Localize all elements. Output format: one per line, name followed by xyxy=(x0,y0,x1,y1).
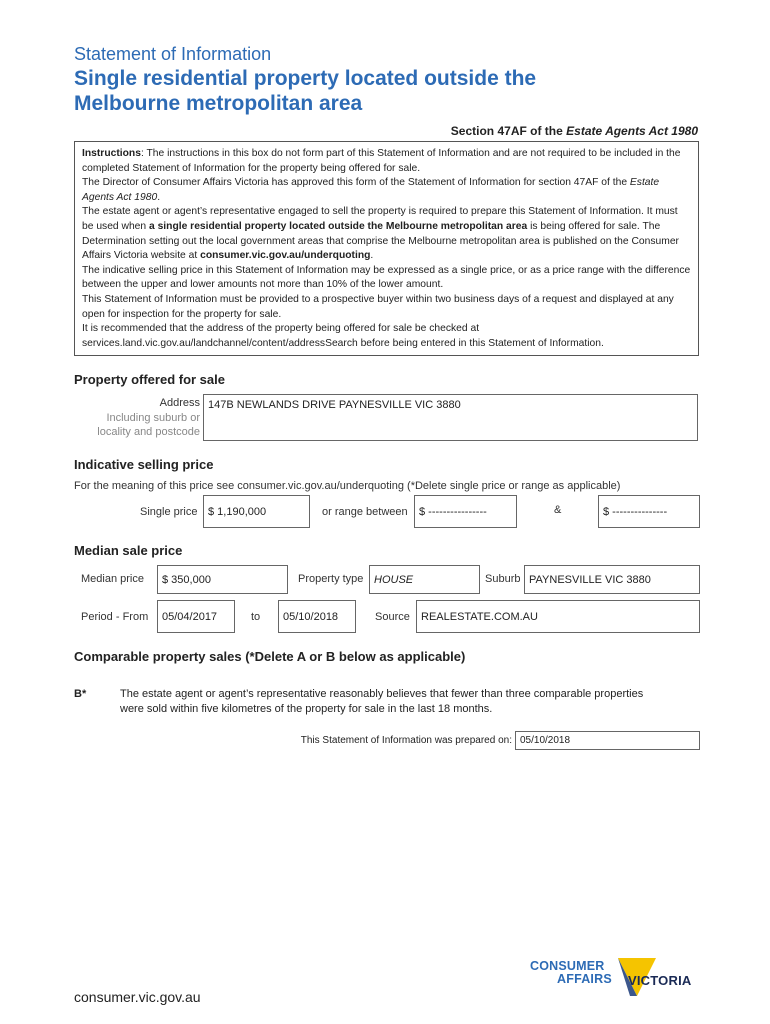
section-reference xyxy=(451,124,698,138)
instructions-p1 xyxy=(82,147,691,176)
logo-victoria-text: VICTORIA xyxy=(628,973,692,988)
instructions-p1-text: : The instructions in this box do not form part of this Statement of Information and are not required to be included in the completed Statement of Information for the property being offered for sale. xyxy=(82,148,681,174)
option-b-text xyxy=(120,687,700,717)
property-type-value: HOUSE xyxy=(374,573,414,586)
form-title-line2: Melbourne metropolitan area xyxy=(74,92,363,115)
instructions-p3-end: . xyxy=(370,250,374,262)
indicative-note: For the meaning of this price see consumer.vic.gov.au/underquoting (*Delete single price or range as applicable) xyxy=(74,480,621,492)
instructions-p3-text-b: is being offered for sale. The Determination setting out the local government areas that comprise the Melbourne metropolitan area is published on the Consumer Affairs Victoria website at xyxy=(82,220,679,262)
address-label-block xyxy=(74,396,200,440)
period-from-label: Period - From xyxy=(81,611,149,623)
logo-consumer-text: CONSUMER xyxy=(530,959,605,973)
suburb-field[interactable]: PAYNESVILLE VIC 3880 xyxy=(524,565,700,594)
range-low-field[interactable]: $ ---------------- xyxy=(414,495,517,528)
source-label: Source xyxy=(375,611,410,623)
underquoting-link[interactable]: consumer.vic.gov.au/underquoting xyxy=(200,250,371,262)
instructions-p4: The indicative selling price in this Statement of Information may be expressed as a single price, or as a price range with the difference between the upper and lower amounts not more than 10% of the lower amount. xyxy=(82,264,691,291)
address-label: Address xyxy=(159,397,200,409)
option-b-label: B* xyxy=(74,688,87,700)
property-heading: Property offered for sale xyxy=(74,372,225,387)
logo-text-left xyxy=(530,960,612,986)
median-heading: Median sale price xyxy=(74,543,183,558)
form-title xyxy=(74,66,674,116)
period-to-field[interactable]: 05/10/2018 xyxy=(278,600,356,633)
instructions-p5: This Statement of Information must be provided to a prospective buyer within two business days of a request and displayed at any open for inspection for the property for sale. xyxy=(82,293,674,320)
address-label-suburb: Including suburb or xyxy=(106,411,200,424)
form-title-line1: Single residential property located outside the xyxy=(74,67,537,90)
instructions-p2-text: The Director of Consumer Affairs Victoria has approved this form of the Statement of Information for section 47AF of the xyxy=(82,177,630,189)
single-price-field[interactable]: $ 1,190,000 xyxy=(203,495,310,528)
period-from-field[interactable]: 05/04/2017 xyxy=(157,600,235,633)
instructions-p3-text-a: The estate agent or agent’s representative engaged to sell the property is required to prepare this Statement of Information. It must be used when xyxy=(82,206,678,232)
median-price-label: Median price xyxy=(81,573,144,585)
instructions-box xyxy=(74,141,699,356)
instructions-p3-bold: a single residential property located outside the Melbourne metropolitan area xyxy=(148,220,528,232)
comparable-heading: Comparable property sales (*Delete A or B below as applicable) xyxy=(74,649,466,664)
instructions-p3 xyxy=(82,205,691,263)
logo-affairs-text: AFFAIRS xyxy=(557,972,612,986)
instructions-p2-end: . xyxy=(157,191,161,203)
range-label: or range between xyxy=(322,506,408,518)
single-price-label: Single price xyxy=(140,506,198,518)
range-high-field[interactable]: $ --------------- xyxy=(598,495,700,528)
address-field[interactable]: 147B NEWLANDS DRIVE PAYNESVILLE VIC 3880 xyxy=(203,394,698,441)
indicative-heading: Indicative selling price xyxy=(74,457,214,472)
section-prefix: Section 47AF of the xyxy=(450,124,567,138)
property-type-field[interactable] xyxy=(369,565,480,594)
prepared-on-field[interactable]: 05/10/2018 xyxy=(515,731,700,750)
median-price-field[interactable]: $ 350,000 xyxy=(157,565,288,594)
instructions-p6: It is recommended that the address of the property being offered for sale be checked at services.land.vic.gov.au/landchannel/content/addressSearch before being entered in this Statement of Information. xyxy=(82,323,604,349)
instructions-p2 xyxy=(82,176,691,205)
address-label-locality: locality and postcode xyxy=(97,426,200,438)
option-b-text-line1: The estate agent or agent’s representative reasonably believes that fewer than three comparable properties xyxy=(120,688,644,700)
range-ampersand: & xyxy=(554,504,562,516)
footer-url: consumer.vic.gov.au xyxy=(74,989,201,1005)
suburb-label: Suburb xyxy=(485,573,521,585)
section-act-name: Estate Agents Act 1980 xyxy=(566,124,698,138)
instructions-label: Instructions xyxy=(82,148,141,159)
property-type-label: Property type xyxy=(298,573,364,585)
form-subtitle: Statement of Information xyxy=(74,44,272,64)
prepared-on-label: This Statement of Information was prepared on: xyxy=(300,735,512,746)
consumer-affairs-victoria-logo xyxy=(526,958,704,1006)
source-field[interactable]: REALESTATE.COM.AU xyxy=(416,600,700,633)
instructions-p2-act: Estate Agents Act 1980 xyxy=(82,177,660,203)
period-to-label: to xyxy=(251,611,261,623)
option-b-text-line2: were sold within five kilometres of the property for sale in the last 18 months. xyxy=(120,703,493,715)
